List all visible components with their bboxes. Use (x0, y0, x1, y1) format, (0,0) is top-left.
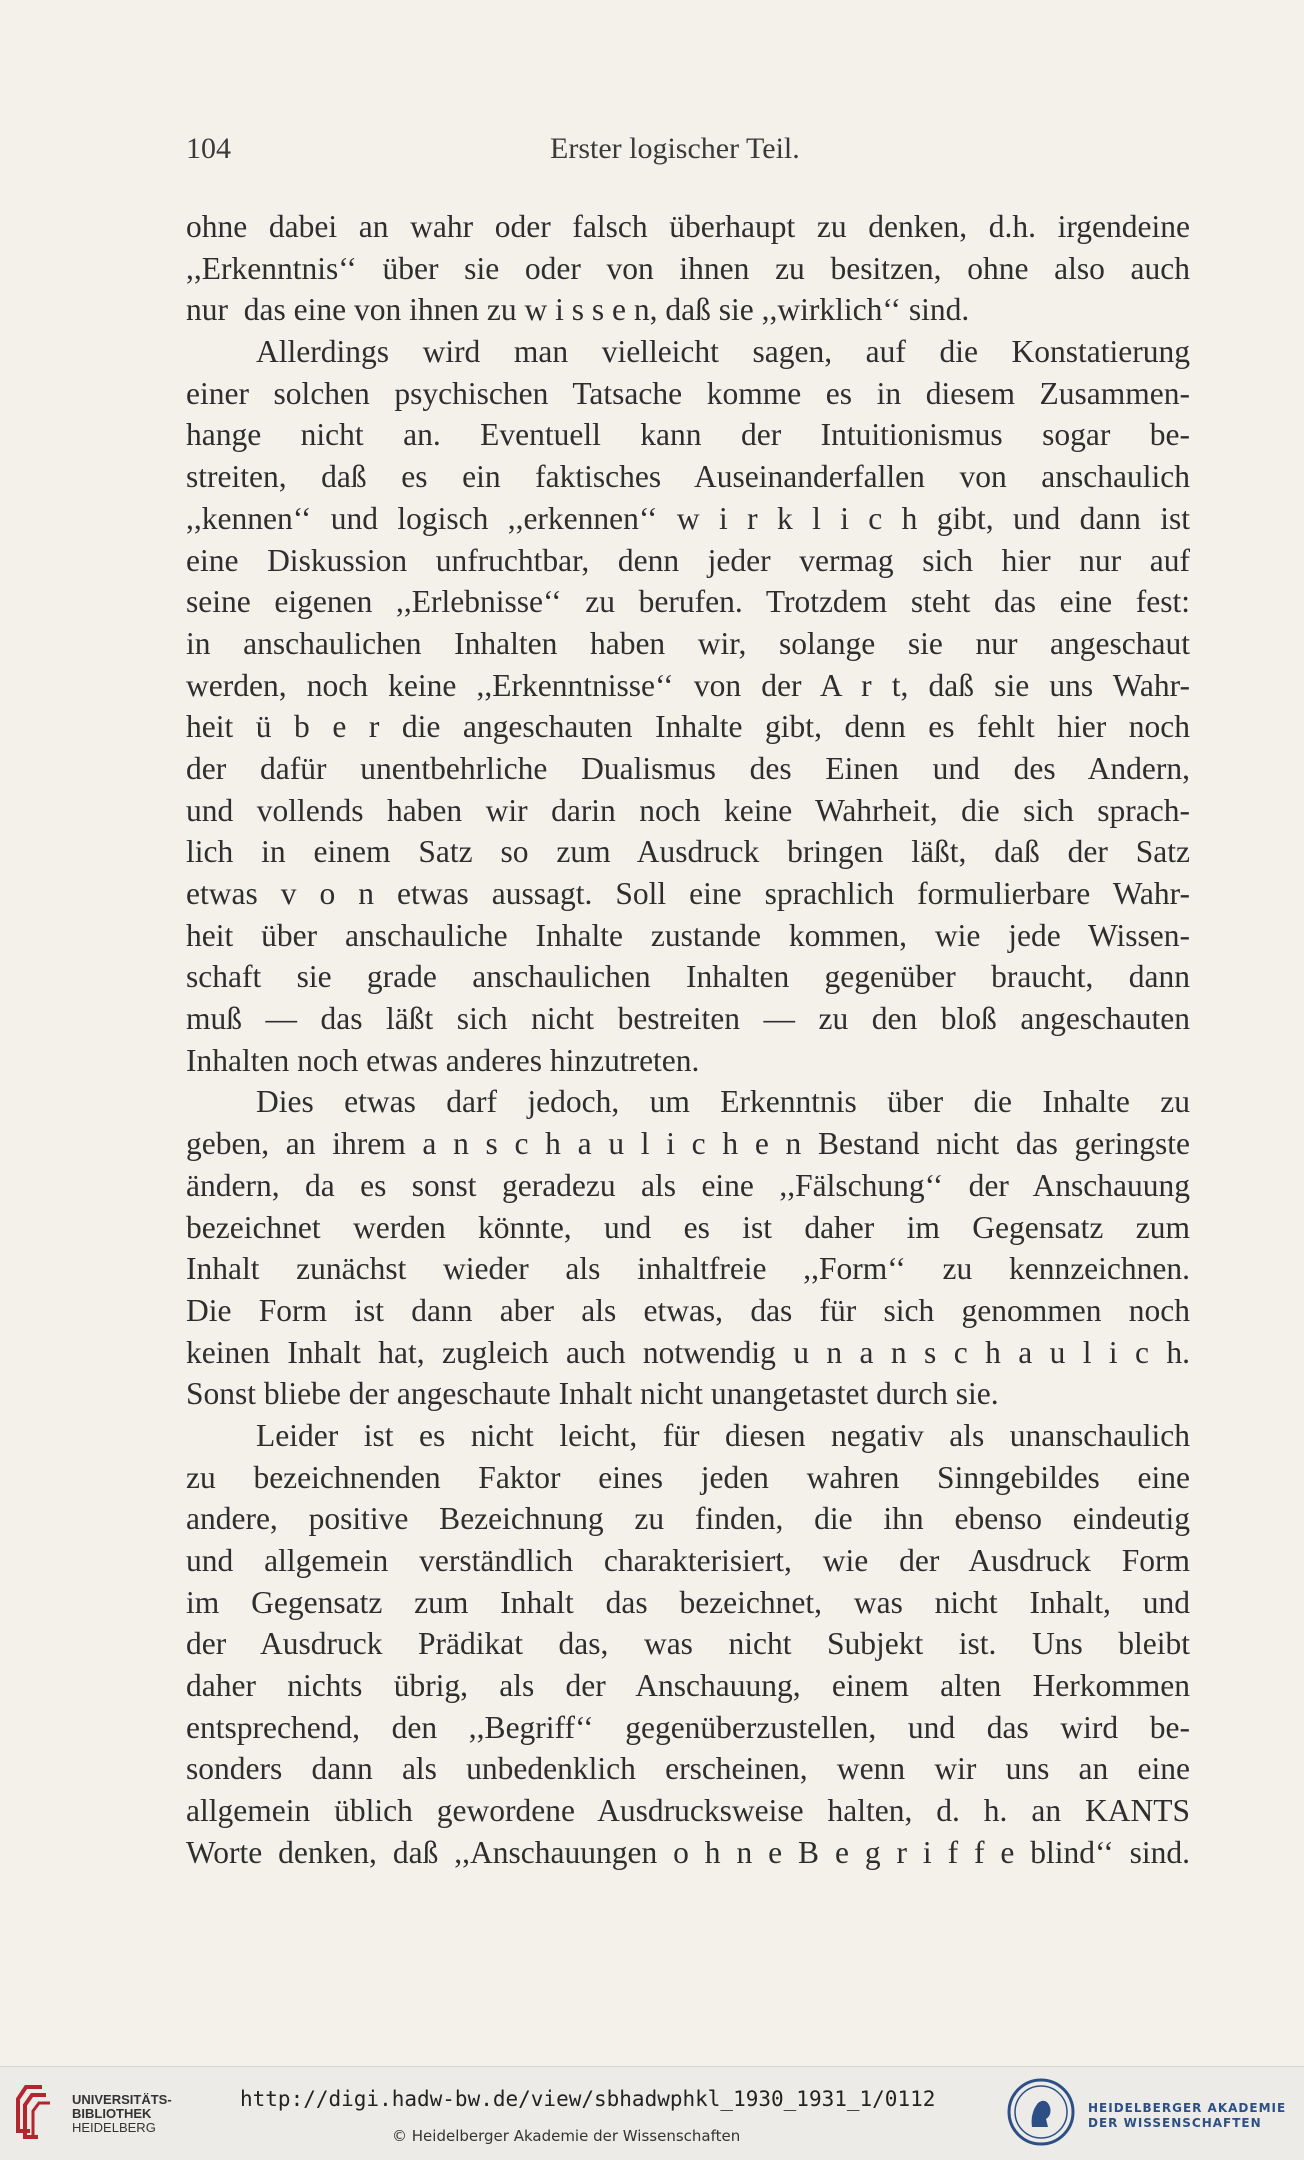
text-line: streiten, daß es ein faktisches Auseinanderfallen von anschaulich (186, 459, 1190, 495)
text-line: andere, positive Bezeichnung zu finden, die ihn ebenso eindeutig (186, 1501, 1190, 1537)
text-line: werden, noch keine ,,Erkenntnisse‘‘ von der A r t, daß sie uns Wahr- (186, 667, 1190, 703)
text-line: sonders dann als unbedenklich erscheinen, wenn wir uns an eine (186, 1751, 1190, 1787)
source-url-link[interactable]: http://digi.hadw-bw.de/view/sbhadwphkl_1930_1931_1/0112 (240, 2087, 936, 2111)
text-line: heit über anschauliche Inhalte zustande kommen, wie jede Wissen- (186, 917, 1190, 953)
page-number: 104 (186, 132, 231, 165)
university-library-name (72, 2093, 172, 2135)
text-line: Inhalten noch etwas anderes hinzutreten. (186, 1042, 700, 1078)
body-text (186, 206, 1190, 1874)
academy-seal-icon (1006, 2077, 1076, 2147)
text-line: Worte denken, daß ,,Anschauungen o h n e B e g r i f f e blind‘‘ sind. (186, 1834, 1190, 1870)
text-line: Allerdings wird man vielleicht sagen, auf die Konstatierung (256, 334, 1190, 370)
university-library-logo-icon (12, 2081, 54, 2141)
text-line: schaft sie grade anschaulichen Inhalten gegenüber braucht, dann (186, 959, 1190, 995)
text-line: Leider ist es nicht leicht, für diesen negativ als unanschaulich (256, 1417, 1190, 1453)
text-line: einer solchen psychischen Tatsache komme es in diesem Zusammen- (186, 375, 1190, 411)
text-line: hange nicht an. Eventuell kann der Intuitionismus sogar be- (186, 417, 1190, 453)
text-line: ohne dabei an wahr oder falsch überhaupt zu denken, d.h. irgendeine (186, 209, 1190, 244)
text-line: ,,Erkenntnis‘‘ über sie oder von ihnen zu besitzen, ohne also auch (186, 250, 1190, 286)
text-line: geben, an ihrem a n s c h a u l i c h e n Bestand nicht das geringste (186, 1126, 1190, 1162)
footer-bar (0, 2066, 1304, 2160)
text-line: heit ü b e r die angeschauten Inhalte gibt, denn es fehlt hier noch (186, 709, 1190, 745)
text-line: daher nichts übrig, als der Anschauung, einem alten Herkommen (186, 1668, 1190, 1704)
copyright-notice: © Heidelberger Akademie der Wissenschaften (392, 2127, 741, 2145)
text-line: muß — das läßt sich nicht bestreiten — zu den bloß angeschauten (186, 1001, 1190, 1037)
text-line: im Gegensatz zum Inhalt das bezeichnet, was nicht Inhalt, und (186, 1584, 1190, 1620)
library-line-1: UNIVERSITÄTS- (72, 2092, 172, 2107)
running-title: Erster logischer Teil. (550, 132, 800, 165)
text-line: Dies etwas darf jedoch, um Erkenntnis über die Inhalte zu (256, 1084, 1190, 1120)
text-line: allgemein üblich gewordene Ausdrucksweise halten, d. h. an KANTS (186, 1793, 1190, 1829)
text-line: der dafür unentbehrliche Dualismus des Einen und des Andern, (186, 750, 1190, 786)
text-line: ,,kennen‘‘ und logisch ,,erkennen‘‘ w i r k l i c h gibt, und dann ist (186, 500, 1190, 536)
academy-line-1: HEIDELBERGER AKADEMIE (1088, 2101, 1287, 2115)
text-line: und allgemein verständlich charakterisiert, wie der Ausdruck Form (186, 1543, 1190, 1578)
library-line-2: BIBLIOTHEK (72, 2106, 152, 2121)
academy-name (1088, 2101, 1286, 2131)
text-line: Die Form ist dann aber als etwas, das für sich genommen noch (186, 1292, 1190, 1328)
text-line: seine eigenen ,,Erlebnisse‘‘ zu berufen. Trotzdem steht das eine fest: (186, 584, 1190, 620)
text-line: entsprechend, den ,,Begriff‘‘ gegenüberzustellen, und das wird be- (186, 1709, 1190, 1745)
text-line: etwas v o n etwas aussagt. Soll eine sprachlich formulierbare Wahr- (186, 876, 1190, 911)
text-line: Inhalt zunächst wieder als inhaltfreie ,,Form‘‘ zu kennzeichnen. (186, 1251, 1190, 1287)
text-line: eine Diskussion unfruchtbar, denn jeder vermag sich hier nur auf (186, 542, 1190, 578)
text-line: und vollends haben wir darin noch keine Wahrheit, die sich sprach- (186, 792, 1190, 828)
library-line-3: HEIDELBERG (72, 2120, 156, 2135)
text-line: in anschaulichen Inhalten haben wir, solange sie nur angeschaut (186, 625, 1190, 661)
text-line: Sonst bliebe der angeschaute Inhalt nicht unangetastet durch sie. (186, 1376, 999, 1412)
academy-line-2: DER WISSENSCHAFTEN (1088, 2116, 1262, 2130)
page-header (186, 132, 1190, 172)
text-line: zu bezeichnenden Faktor eines jeden wahren Sinngebildes eine (186, 1459, 1190, 1495)
text-line: keinen Inhalt hat, zugleich auch notwendig u n a n s c h a u l i c h. (186, 1334, 1190, 1370)
text-line: ändern, da es sonst geradezu als eine ,,Fälschung‘‘ der Anschauung (186, 1167, 1190, 1203)
text-line: lich in einem Satz so zum Ausdruck bringen läßt, daß der Satz (186, 834, 1190, 870)
text-line: nur das eine von ihnen zu w i s s e n, daß sie ,,wirklich‘‘ sind. (186, 292, 970, 328)
text-line: bezeichnet werden könnte, und es ist daher im Gegensatz zum (186, 1209, 1190, 1245)
text-line: der Ausdruck Prädikat das, was nicht Subjekt ist. Uns bleibt (186, 1626, 1190, 1662)
